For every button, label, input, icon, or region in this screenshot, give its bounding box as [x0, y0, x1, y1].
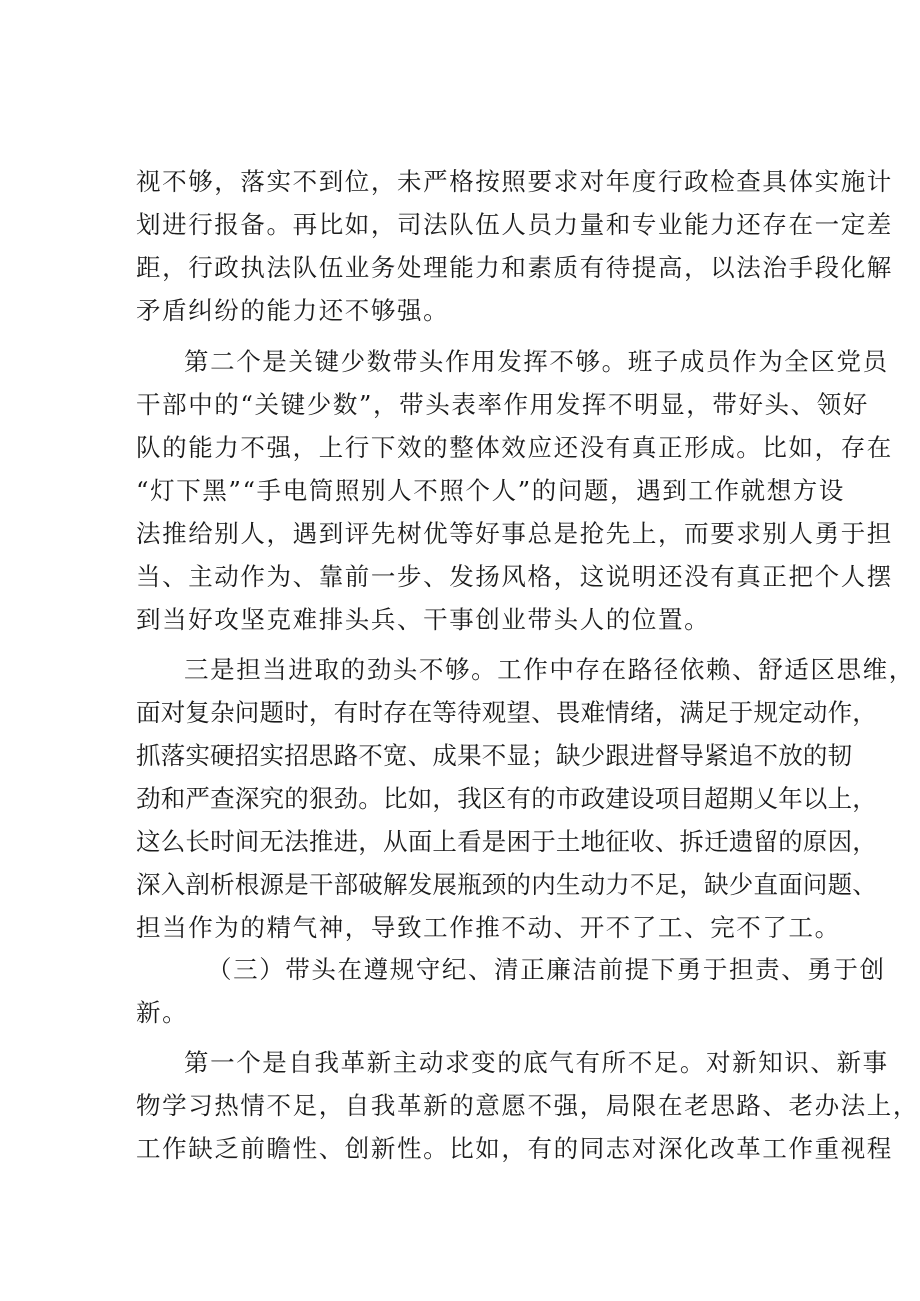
- text-line: “灯下黑”“手电筒照别人不照个人”的问题，遇到工作就想方设: [136, 476, 845, 505]
- text-line: 到当好攻坚克难排头兵、干事创业带头人的位置。: [136, 605, 711, 634]
- text-line: 矛盾纠纷的能力还不够强。: [136, 296, 450, 325]
- text-line: 这么长时间无法推进，从面上看是困于土地征收、拆迁遗留的原因，: [136, 827, 877, 856]
- text-line: 队的能力不强，上行下效的整体效应还没有真正形成。比如，存在: [136, 433, 893, 462]
- text-line: 视不够，落实不到位，未严格按照要求对年度行政检查具体实施计: [136, 167, 893, 196]
- section-heading: （三）带头在遵规守纪、清正廉洁前提下勇于担责、勇于创: [207, 955, 886, 984]
- text-line: 距，行政执法队伍业务处理能力和素质有待提高，以法治手段化解: [136, 253, 893, 282]
- text-line: 法推给别人，遇到评先树优等好事总是抢先上，而要求别人勇于担: [136, 519, 893, 548]
- text-line: 担当作为的精气神，导致工作推不动、开不了工、完不了工。: [136, 913, 841, 942]
- text-line: 划进行报备。再比如，司法队伍人员力量和专业能力还存在一定差: [136, 210, 893, 239]
- paragraph-first-line: 第一个是自我革新主动求变的底气有所不足。对新知识、新事: [184, 1048, 889, 1077]
- section-heading-continued: 新。: [136, 998, 189, 1027]
- text-line: 当、主动作为、靠前一步、发扬风格，这说明还没有真正把个人摆: [136, 562, 893, 591]
- text-line: 干部中的“关键少数”，带头表率作用发挥不明显，带好头、领好: [136, 390, 869, 419]
- paragraph-first-line: 三是担当进取的劲头不够。工作中存在路径依赖、舒适区思维，: [184, 655, 915, 684]
- text-line: 物学习热情不足，自我革新的意愿不强，局限在老思路、老办法上，: [136, 1091, 919, 1120]
- text-line: 深入剖析根源是干部破解发展瓶颈的内生动力不足，缺少直面问题、: [136, 870, 877, 899]
- text-line: 劲和严查深究的狠劲。比如，我区有的市政建设项目超期乂年以上，: [136, 784, 877, 813]
- paragraph-first-line: 第二个是关键少数带头作用发挥不够。班子成员作为全区党员: [184, 347, 889, 376]
- text-line: 工作缺乏前瞻性、创新性。比如，有的同志对深化改革工作重视程: [136, 1134, 893, 1163]
- text-line: 抓落实硬招实招思路不宽、成果不显；缺少跟进督导紧追不放的韧: [136, 741, 853, 770]
- text-line: 面对复杂问题时，有时存在等待观望、畏难情绪，满足于规定动作，: [136, 698, 877, 727]
